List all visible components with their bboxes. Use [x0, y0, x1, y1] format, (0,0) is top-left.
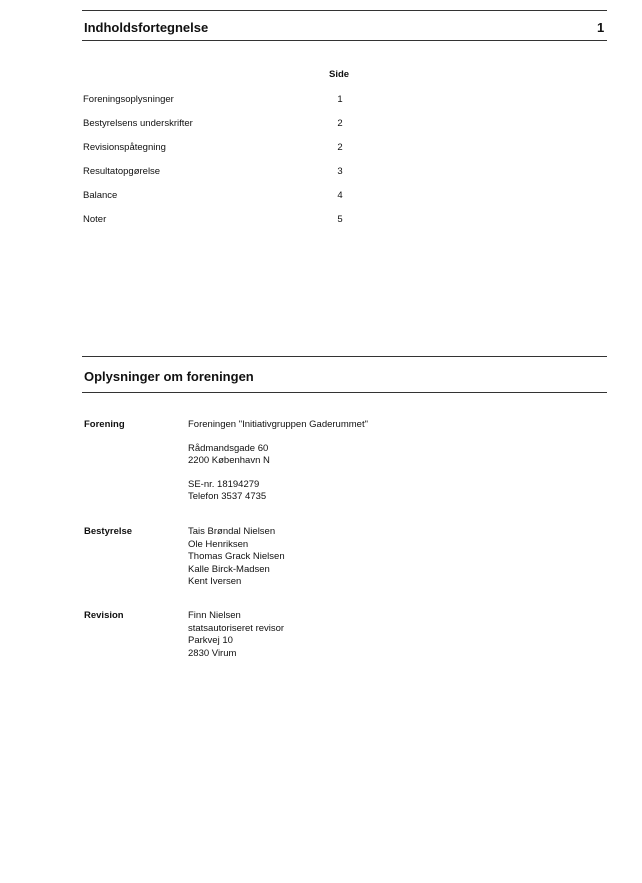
side-column-header: Side — [329, 69, 350, 80]
forening-label: Forening — [84, 419, 125, 430]
revision-details — [188, 610, 284, 660]
revision-line: Finn Nielsen — [188, 610, 241, 621]
toc-entry-label: Revisionspåtegning — [83, 142, 166, 153]
bestyrelse-members — [188, 526, 285, 589]
toc-entry-label: Bestyrelsens underskrifter — [83, 118, 193, 129]
toc-entry-noter — [83, 214, 353, 228]
toc-entry-resultatopgoerelse — [83, 166, 353, 180]
toc-entry-page: 4 — [337, 190, 343, 201]
toc-entry-page: 3 — [337, 166, 343, 177]
info-bottom-rule — [82, 392, 607, 393]
forening-address-line1: Rådmandsgade 60 — [188, 442, 269, 454]
toc-entry-label: Balance — [83, 190, 118, 201]
info-top-rule — [82, 356, 607, 357]
toc-entry-page: 2 — [337, 142, 343, 153]
revision-label: Revision — [84, 610, 124, 621]
toc-entry-bestyrelsens-underskrifter — [83, 118, 353, 132]
bestyrelse-member: Ole Henriksen — [188, 538, 249, 550]
toc-entry-page: 2 — [337, 118, 343, 129]
toc-entry-label: Foreningsoplysninger — [83, 94, 174, 105]
forening-details — [188, 419, 368, 504]
toc-bottom-rule — [82, 40, 607, 41]
revision-line: Parkvej 10 — [188, 635, 233, 646]
toc-entry-label: Resultatopgørelse — [83, 166, 161, 177]
info-title: Oplysninger om foreningen — [84, 369, 254, 384]
toc-entry-balance — [83, 190, 353, 204]
toc-entry-label: Noter — [83, 214, 107, 225]
bestyrelse-member: Tais Brøndal Nielsen — [188, 526, 276, 537]
forening-se-nr: SE-nr. 18194279 — [188, 478, 260, 490]
bestyrelse-member: Kalle Birck-Madsen — [188, 563, 270, 575]
bestyrelse-member: Kent Iversen — [188, 576, 242, 587]
forening-address-line2: 2200 København N — [188, 455, 270, 466]
toc-entry-foreningsoplysninger — [83, 94, 353, 108]
toc-entry-page: 5 — [337, 214, 343, 225]
toc-entry-revisionspaategning — [83, 142, 353, 156]
toc-top-rule — [82, 10, 607, 11]
bestyrelse-label: Bestyrelse — [84, 526, 133, 537]
forening-name: Foreningen "Initiativgruppen Gaderummet" — [188, 419, 368, 430]
revision-line: 2830 Virum — [188, 647, 237, 659]
revision-line: statsautoriseret revisor — [188, 622, 285, 634]
forening-telefon: Telefon 3537 4735 — [188, 491, 267, 502]
bestyrelse-member: Thomas Grack Nielsen — [188, 551, 285, 562]
toc-entry-page: 1 — [337, 94, 343, 105]
toc-title: Indholdsfortegnelse — [84, 20, 209, 35]
page-number: 1 — [597, 20, 605, 35]
